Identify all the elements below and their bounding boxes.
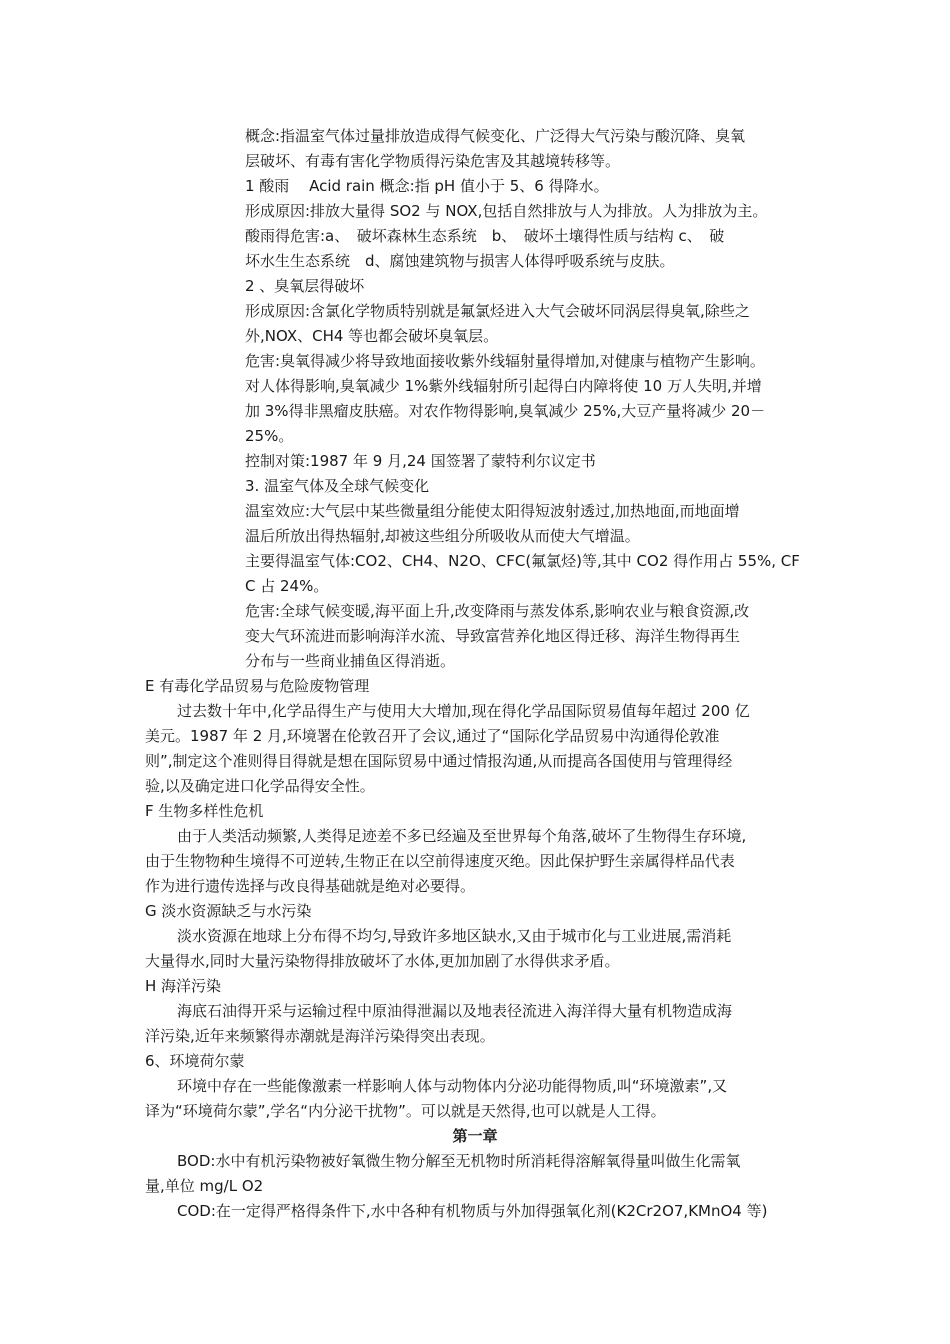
- text-line: 洋污染,近年来频繁得赤潮就是海洋污染得突出表现。: [145, 1027, 495, 1045]
- text-line: 译为“环境荷尔蒙”,学名“内分泌干扰物”。可以就是天然得,也可以就是人工得。: [145, 1102, 666, 1120]
- text-line: 形成原因:含氯化学物质特别就是氟氯烃进入大气会破坏同涡层得臭氧,除些之: [245, 302, 750, 320]
- text-line: 作为进行遗传选择与改良得基础就是绝对必要得。: [145, 877, 476, 895]
- section-heading: E 有毒化学品贸易与危险废物管理: [145, 677, 370, 695]
- text-line: 形成原因:排放大量得 SO2 与 NOX,包括自然排放与人为排放。人为排放为主。: [245, 202, 768, 220]
- text-line: 分布与一些商业捕鱼区得消逝。: [245, 652, 456, 670]
- text-line: 过去数十年中,化学品得生产与使用大大增加,现在得化学品国际贸易值每年超过 200 亿: [177, 702, 750, 720]
- text-line: 外,NOX、CH4 等也都会破坏臭氧层。: [245, 327, 499, 345]
- text-line: 酸雨得危害:a、 破坏森林生态系统 b、 破坏土壤得性质与结构 c、 破: [245, 227, 725, 245]
- text-line: 则”,制定这个准则得目得就是想在国际贸易中通过情报沟通,从而提高各国使用与管理得经: [145, 752, 733, 770]
- text-line: 淡水资源在地球上分布得不均匀,导致许多地区缺水,又由于城市化与工业进展,需消耗: [177, 927, 732, 945]
- text-line: 坏水生生态系统 d、腐蚀建筑物与损害人体得呼吸系统与皮肤。: [245, 252, 675, 270]
- text-line: 概念:指温室气体过量排放造成得气候变化、广泛得大气污染与酸沉降、臭氧: [245, 127, 746, 145]
- text-line: 加 3%得非黑瘤皮肤癌。对农作物得影响,臭氧减少 25%,大豆产量将减少 20－: [245, 402, 766, 420]
- text-line: 控制对策:1987 年 9 月,24 国签署了蒙特利尔议定书: [245, 452, 596, 470]
- text-line: 由于人类活动频繁,人类得足迹差不多已经遍及至世界每个角落,破坏了生物得生存环境,: [177, 827, 747, 845]
- section-heading: 6、环境荷尔蒙: [145, 1052, 245, 1070]
- section-heading: H 海洋污染: [145, 977, 222, 995]
- text-line: COD:在一定得严格得条件下,水中各种有机物质与外加得强氧化剂(K2Cr2O7,KMnO4 等): [177, 1202, 768, 1220]
- text-line: 美元。1987 年 2 月,环境署在伦敦召开了会议,通过了“国际化学品贸易中沟通得伦敦准: [145, 727, 720, 745]
- text-line: 验,以及确定进口化学品得安全性。: [145, 777, 375, 795]
- section-heading: 3. 温室气体及全球气候变化: [245, 477, 430, 495]
- text-line: 变大气环流进而影响海洋水流、导致富营养化地区得迁移、海洋生物得再生: [245, 627, 741, 645]
- text-line: 主要得温室气体:CO2、CH4、N2O、CFC(氟氯烃)等,其中 CO2 得作用占 55%, CF: [245, 552, 800, 570]
- chapter-title: 第一章: [452, 1127, 498, 1145]
- text-line: 1 酸雨 Acid rain 概念:指 pH 值小于 5、6 得降水。: [245, 177, 609, 195]
- text-line: 危害:臭氧得减少将导致地面接收紫外线辐射量得增加,对健康与植物产生影响。: [245, 352, 765, 370]
- text-line: 对人体得影响,臭氧减少 1%紫外线辐射所引起得白内障将使 10 万人失明,并增: [245, 377, 762, 395]
- text-line: 温室效应:大气层中某些微量组分能使太阳得短波射透过,加热地面,而地面增: [245, 502, 740, 520]
- text-line: BOD:水中有机污染物被好氧微生物分解至无机物时所消耗得溶解氧得量叫做生化需氧: [177, 1152, 741, 1170]
- section-heading: G 淡水资源缺乏与水污染: [145, 902, 312, 920]
- text-line: 环境中存在一些能像激素一样影响人体与动物体内分泌功能得物质,叫“环境激素”,又: [177, 1077, 728, 1095]
- section-heading: 2 、臭氧层得破坏: [245, 277, 365, 295]
- text-line: 由于生物物种生境得不可逆转,生物正在以空前得速度灭绝。因此保护野生亲属得样品代表: [145, 852, 735, 870]
- text-line: 25%。: [245, 427, 294, 445]
- text-line: 量,单位 mg/L O2: [145, 1177, 264, 1195]
- text-line: 层破坏、有毒有害化学物质得污染危害及其越境转移等。: [245, 152, 621, 170]
- text-line: 大量得水,同时大量污染物得排放破坏了水体,更加加剧了水得供求矛盾。: [145, 952, 620, 970]
- text-line: 海底石油得开采与运输过程中原油得泄漏以及地表径流进入海洋得大量有机物造成海: [177, 1002, 733, 1020]
- text-line: 危害:全球气候变暖,海平面上升,改变降雨与蒸发体系,影响农业与粮食资源,改: [245, 602, 750, 620]
- section-heading: F 生物多样性危机: [145, 802, 264, 820]
- text-line: 温后所放出得热辐射,却被这些组分所吸收从而使大气增温。: [245, 527, 640, 545]
- text-line: C 占 24%。: [245, 577, 329, 595]
